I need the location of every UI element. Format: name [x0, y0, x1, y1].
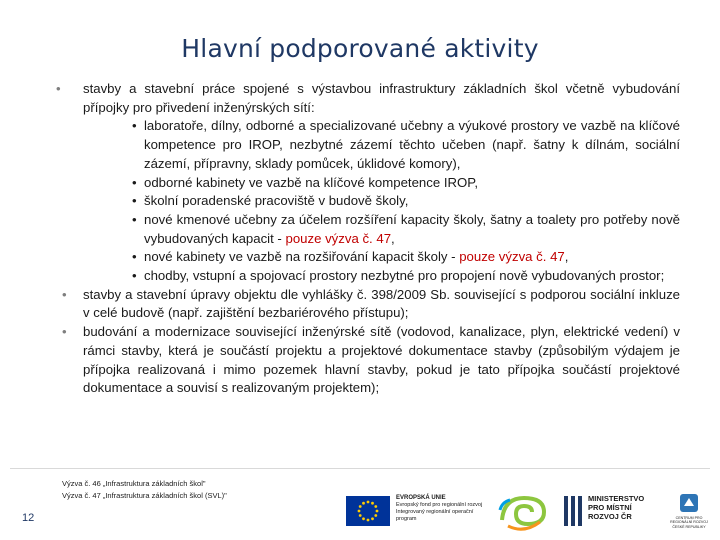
irop-spiral-logo-icon [494, 490, 554, 532]
sub-item: • laboratoře, dílny, odborné a specializované učebny a výukové prostory ve vazbě na klíčové kompetence pro IROP, nezbytné zázemí těchto učeben (např. šatny k dílnám, sociální zázemí, přípravny, sklady pomůcek, úklidové komory), [132, 117, 680, 173]
activities-list [56, 80, 680, 398]
call-notes [62, 478, 227, 502]
crr-logo-text: CENTRUM PRO REGIONÁLNÍ ROZVOJ ČESKÉ REPUBLIKY [670, 516, 708, 529]
slide-title: Hlavní podporované aktivity [181, 34, 539, 63]
sub-item: • školní poradenské pracoviště v budově školy, [132, 192, 680, 211]
sub-item: • nové kabinety ve vazbě na rozšiřování kapacit školy - pouze výzva č. 47, [132, 248, 680, 267]
page-number: 12 [22, 512, 35, 524]
call-note: Výzva č. 46 „Infrastruktura základních škol" [62, 479, 206, 488]
sub-list [83, 117, 680, 285]
eu-logo-text: EVROPSKÁ UNIE Evropský fond pro regionální rozvoj Integrovaný regionální operační program [396, 495, 483, 522]
sub-item: • odborné kabinety ve vazbě na klíčové kompetence IROP, [132, 174, 680, 193]
ministry-logo [562, 494, 672, 530]
call-highlight: pouze výzva č. 47 [285, 230, 392, 246]
ministry-logo-text: MINISTERSTVO PRO MÍSTNÍ ROZVOJ ČR [588, 494, 645, 521]
bullet-inclusion: • stavby a stavební úpravy objektu dle vyhlášky č. 398/2009 Sb. související s podporou sociální inkluze v celé budově (např. zajištění bezbariérového přístupu); [56, 286, 680, 323]
crr-logo [666, 492, 712, 532]
slide-footer [0, 468, 720, 540]
call-highlight: pouze výzva č. 47 [459, 249, 565, 265]
eu-stars-icon [346, 496, 390, 526]
logo-strip [340, 490, 712, 532]
bullet-utilities: • budování a modernizace související inženýrské sítě (vodovod, kanalizace, plyn, elektrické vedení) v rámci stavby, která je součástí projektu a projektové dokumentace stavby (způsobilým výdajem je přípojka realizovaná i mimo pozemek hlavní stavby, pokud je tato přípojka součástí projektové dokumentace a souvisí s realizovaným projektem); [56, 323, 680, 398]
crr-emblem-icon [666, 492, 712, 516]
eu-flag-icon [346, 496, 390, 526]
sub-item: • nové kmenové učebny za účelem rozšíření kapacity školy, šatny a toalety pro potřeby nově vybudovaných kapacit - pouze výzva č. 47, [132, 211, 680, 248]
bullet-text: stavby a stavební práce spojené s výstavbou infrastruktury základních škol včetně vybudování přípojky pro přivedení inženýrských sítí: [83, 81, 680, 115]
ministry-emblem-icon [562, 494, 584, 528]
footer-divider [10, 468, 710, 469]
bullet-construction [56, 80, 680, 286]
call-note: Výzva č. 47 „Infrastruktura základních škol (SVL)" [62, 491, 227, 500]
sub-item: • chodby, vstupní a spojovací prostory nezbytné pro propojení nově vybudovaných prostor; [132, 267, 680, 286]
